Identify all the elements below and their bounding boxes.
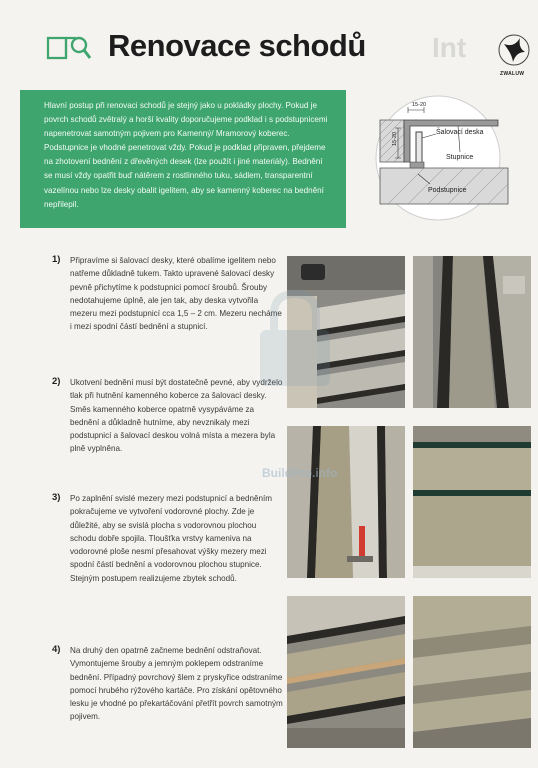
step-number: 3) [52,492,61,503]
photo-finished-steps [413,596,531,748]
logo-text: ZWALUW [500,71,525,77]
dim-side-label: 15-20 [392,131,398,146]
riser-shape [410,162,424,168]
board-label: Šalovací deska [436,129,484,136]
photo-removing-formwork [287,596,405,748]
step-text: Ukotvení bednění musí být dostatečně pevné, aby vydrželo tlak při hutnění kamenného koberce za šalovací desky. Směs kamenného koberce opatrně vysypáváme za bednění a důkladně hutníme, aby nevznikaly mezi podstupnicí a šalovací deskou volná místa a mezera byla plně vyplněna. [70,378,283,454]
step-text: Připravíme si šalovací desky, které obalíme igelitem nebo natřeme důkladně tukem. Takto upravené šalovací desky pevně přichytíme k podstupnici pomocí šroubů. Šrouby nedotahujeme úplně, ale jen tak, aby deska vytvořila mezeru mezi podstupnicí cca 1,5 – 2 cm. Mezeru necháme i mezi spodní částí bednění a stupnicí. [70,256,282,332]
step-number: 1) [52,254,61,265]
photo-stone-carpet-surface [413,426,531,578]
watermark-text: BuildPro.info [262,466,338,480]
step-3 [52,492,280,622]
background-heading: Int [432,32,467,63]
step-number: 2) [52,376,61,387]
step-cross-section-diagram [358,92,526,222]
swallow-logo-icon [498,30,530,70]
intro-text: Hlavní postup při renovaci schodů je stejný jako u pokládky plochy. Pokud je povrch schodů zvětralý a horší kvality doporučujeme podklad i s podstupnicemi napenetrovat samotným pojivem pro Kamenný/ Mramorový koberec. Podstupnice je vhodné penetrovat vždy. Pokud je podklad připraven, přejdeme na zhotovení bednění z dřevěných desek (lze použít i jiné materiály). Bednění se musí vždy opatřit buď nátěrem z rostlinného tuku, sádlem, transparentní vazelínou nebo lze desky obalit igelitem, aby se kamenný koberec na bednění nepřilepil. [44,101,328,209]
step-text: Na druhý den opatrně začneme bednění odstraňovat. Vymontujeme šrouby a jemným poklepem odstraníme bednění. Případný povrchový šlem z pryskyřice odstraníme pomocí hrubého rýžového kartáče. Pro získání opětovného lesku je vhodné po překartáčování přetřít povrch samotným pojivem. [70,646,283,722]
step-text: Po zaplnění svislé mezery mezi podstupnicí a bedněním pokračujeme ve vytvoření vodorovné plochy. Zde je důležité, aby se svislá plocha s vodorovnou plochou schodu dobře spojila. Tloušťka vrstvy kameniva na vodorovné ploše nesmí přesahovat výšky mezery mezi spodní částí bednění a vodorovnou plochou stupnice. Stejným postupem realizujeme zbytek schodů. [70,494,272,583]
dim-top-label: 15-20 [412,102,427,108]
intro-box [20,90,346,228]
book-search-icon [46,32,92,62]
tread-label: Stupnice [446,154,474,161]
page-title: Renovace schodů [108,28,366,63]
step-1 [52,254,280,354]
photo-trench-formwork [413,256,531,408]
step-2 [52,376,283,476]
lower-step-shape [380,168,508,204]
step-4 [52,644,283,744]
step-number: 4) [52,644,61,655]
photo-filling-aggregate [287,426,405,578]
lock-watermark-icon [250,286,340,390]
riser-label: Podstupnice [428,187,467,194]
